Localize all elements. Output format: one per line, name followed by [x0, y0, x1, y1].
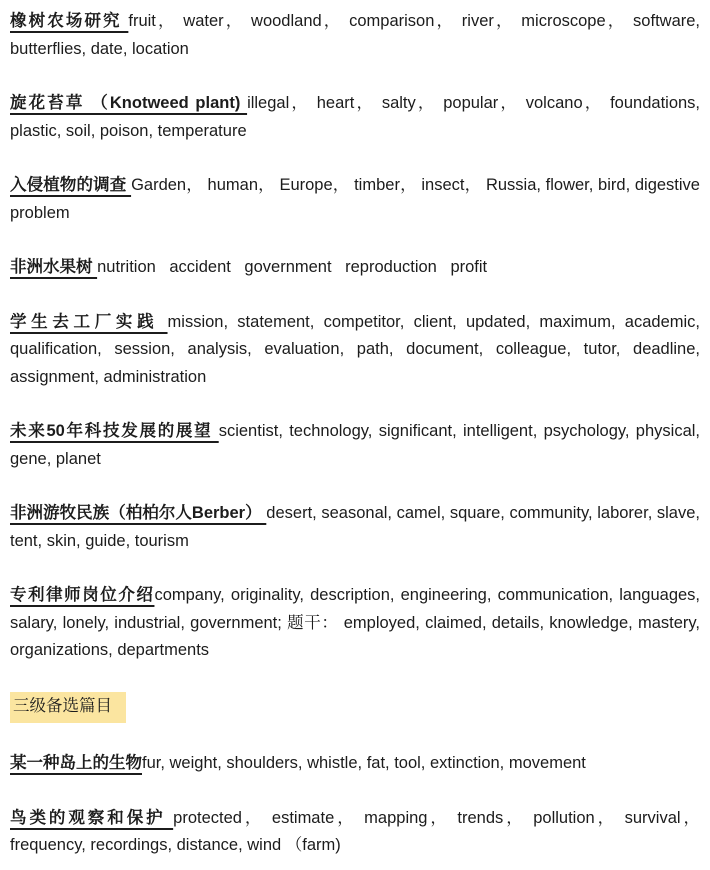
- topic-section-factory-practice: [10, 309, 700, 392]
- topic-words: Garden， human， Europe， timber， insect， Russia, flower, bird, digestive problem: [10, 176, 700, 222]
- topic-heading: 橡树农场研究: [10, 12, 129, 30]
- topic-heading: 非洲游牧民族（柏柏尔人Berber）: [10, 504, 267, 522]
- topic-words: mission, statement, competitor, client, updated, maximum, academic, qualification, session, analysis, evaluation, path, document, colleague, tutor, deadline, assignment, administration: [10, 312, 700, 386]
- topic-section-bird-observation: [10, 805, 700, 860]
- topic-section-berber-nomads: [10, 500, 700, 555]
- topic-heading: 专利律师岗位介绍: [10, 586, 155, 604]
- topic-heading: 入侵植物的调查: [10, 176, 132, 194]
- topic-heading: 非洲水果树: [10, 258, 98, 276]
- topic-words: fur, weight, shoulders, whistle, fat, tool, extinction, movement: [142, 754, 586, 772]
- topic-section-knotweed: [10, 90, 700, 145]
- topic-heading: 某一种岛上的生物: [10, 754, 142, 772]
- note-line: [10, 692, 700, 724]
- topic-heading: 旋花苔草 （Knotweed plant): [10, 94, 248, 112]
- topic-heading: 学生去工厂实践: [10, 312, 168, 331]
- topic-section-invasive-plants: [10, 172, 700, 227]
- topic-words: fruit， water， woodland， comparison， river， microscope， software, butterflies, date, location: [10, 12, 700, 58]
- note-highlight: 三级备选篇目: [10, 692, 126, 724]
- topic-heading: 鸟类的观察和保护: [10, 808, 174, 827]
- topic-words: nutrition accident government reproduction profit: [97, 258, 488, 276]
- topic-words: desert, seasonal, camel, square, community, laborer, slave, tent, skin, guide, tourism: [10, 504, 700, 550]
- topic-section-island-creature: [10, 750, 700, 778]
- topic-words: scientist, technology, significant, intelligent, psychology, physical, gene, planet: [10, 422, 701, 468]
- topic-section-african-fruit-tree: [10, 254, 700, 282]
- topic-section-future-technology: [10, 418, 700, 473]
- topic-words: protected， estimate， mapping， trends， pollution， survival， frequency, recordings, distance, wind （farm): [10, 808, 700, 854]
- topic-heading: 未来50年科技发展的展望: [10, 422, 219, 440]
- topic-words: company, originality, description, engineering, communication, languages, salary, lonely, industrial, government; 题干： employed, claimed, details, knowledge, mastery, organizations, departments: [10, 586, 701, 659]
- topic-section-oak-farm: [10, 8, 700, 63]
- topic-words: illegal， heart， salty， popular， volcano， foundations, plastic, soil, poison, temperature: [10, 94, 701, 140]
- topic-section-patent-lawyer: [10, 582, 700, 665]
